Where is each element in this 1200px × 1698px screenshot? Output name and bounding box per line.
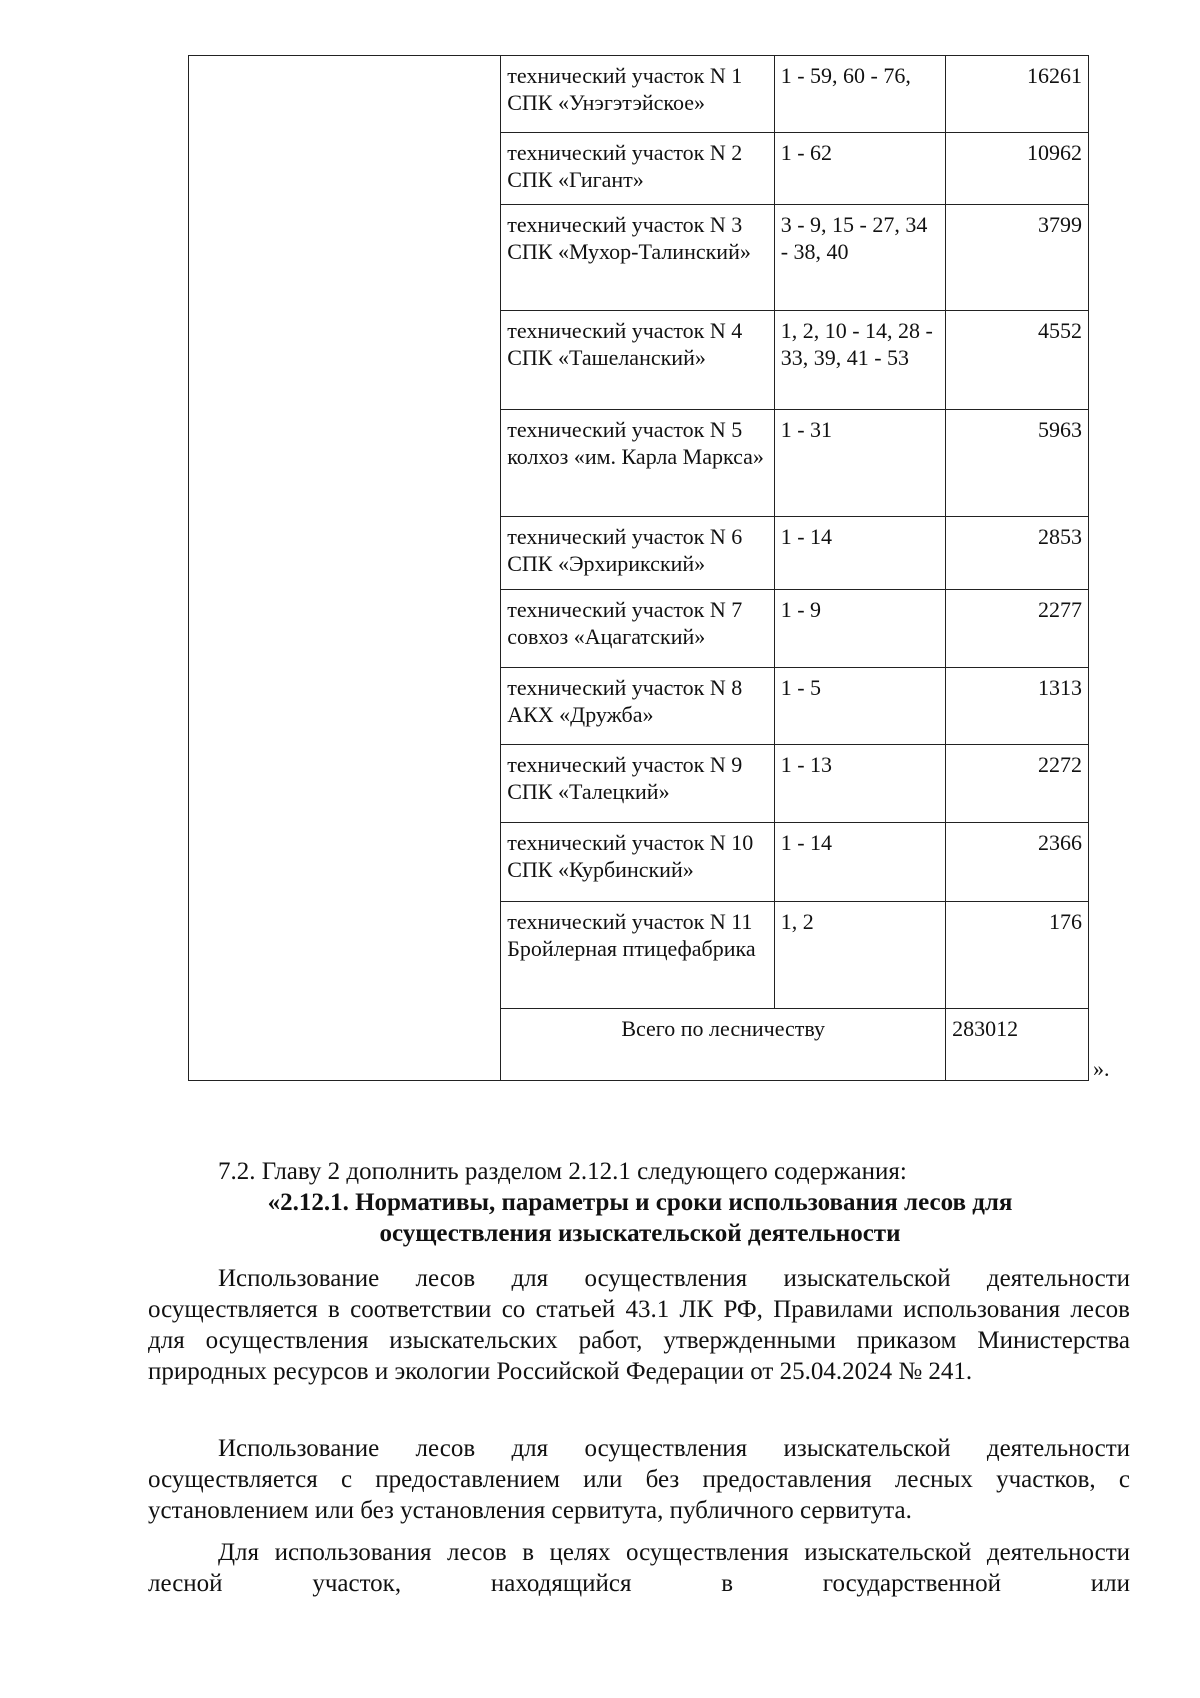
area-value: 16261 [946, 56, 1089, 133]
block-numbers: 1 - 5 [774, 668, 945, 745]
paragraph-3: Для использования лесов в целях осуществления изыскательской деятельности лесной участок, находящийся в государственной или [148, 1539, 1130, 1597]
area-value: 2272 [946, 745, 1089, 823]
block-numbers: 1 - 59, 60 - 76, [774, 56, 945, 133]
parcel-name: технический участок N 3 СПК «Мухор-Талинский» [501, 205, 774, 311]
parcel-name: технический участок N 8 АКХ «Дружба» [501, 668, 774, 745]
parcel-name: технический участок N 10 СПК «Курбинский» [501, 823, 774, 902]
parcel-name: технический участок N 4 СПК «Ташеланский» [501, 311, 774, 410]
section-heading-line-2: осуществления изыскательской деятельности [379, 1220, 901, 1247]
block-numbers: 1, 2, 10 - 14, 28 - 33, 39, 41 - 53 [774, 311, 945, 410]
parcel-name: технический участок N 5 колхоз «им. Карла Маркса» [501, 410, 774, 517]
block-numbers: 3 - 9, 15 - 27, 34 - 38, 40 [774, 205, 945, 311]
area-value: 1313 [946, 668, 1089, 745]
area-value: 4552 [946, 311, 1089, 410]
table-row [189, 56, 1089, 133]
paragraph-2: Использование лесов для осуществления изыскательской деятельности осуществляется с предоставлением или без предоставления лесных участков, с установлением или без установления сервитута, публичного сервитута. [148, 1435, 1130, 1524]
amendment-intro: 7.2. Главу 2 дополнить разделом 2.12.1 следующего содержания: [218, 1158, 907, 1185]
area-value: 2366 [946, 823, 1089, 902]
block-numbers: 1 - 13 [774, 745, 945, 823]
area-value: 2853 [946, 517, 1089, 590]
area-value: 3799 [946, 205, 1089, 311]
parcel-name: технический участок N 7 совхоз «Ацагатский» [501, 590, 774, 668]
parcel-name: технический участок N 1 СПК «Унэгэтэйское» [501, 56, 774, 133]
section-heading-line-1: «2.12.1. Нормативы, параметры и сроки использования лесов для [267, 1189, 1013, 1216]
parcel-name: технический участок N 2 СПК «Гигант» [501, 133, 774, 205]
parcel-name: технический участок N 11 Бройлерная птицефабрика [501, 902, 774, 1009]
area-value: 176 [946, 902, 1089, 1009]
total-label: Всего по лесничеству [501, 1009, 946, 1081]
left-merged-cell [189, 56, 501, 1081]
block-numbers: 1 - 14 [774, 517, 945, 590]
block-numbers: 1 - 62 [774, 133, 945, 205]
total-value: 283012 [946, 1009, 1089, 1081]
paragraph-1: Использование лесов для осуществления изыскательской деятельности осуществляется в соответствии со статьей 43.1 ЛК РФ, Правилами использования лесов для осуществления изыскательских работ, утвержденными приказом Министерства природных ресурсов и экологии Российской Федерации от 25.04.2024 № 241. [148, 1265, 1130, 1385]
area-value: 5963 [946, 410, 1089, 517]
block-numbers: 1 - 31 [774, 410, 945, 517]
block-numbers: 1 - 14 [774, 823, 945, 902]
parcels-table [188, 55, 1089, 1081]
area-value: 2277 [946, 590, 1089, 668]
closing-quote-mark: ». [1093, 1056, 1110, 1081]
parcel-name: технический участок N 6 СПК «Эрхирикский» [501, 517, 774, 590]
area-value: 10962 [946, 133, 1089, 205]
block-numbers: 1 - 9 [774, 590, 945, 668]
parcel-name: технический участок N 9 СПК «Талецкий» [501, 745, 774, 823]
block-numbers: 1, 2 [774, 902, 945, 1009]
